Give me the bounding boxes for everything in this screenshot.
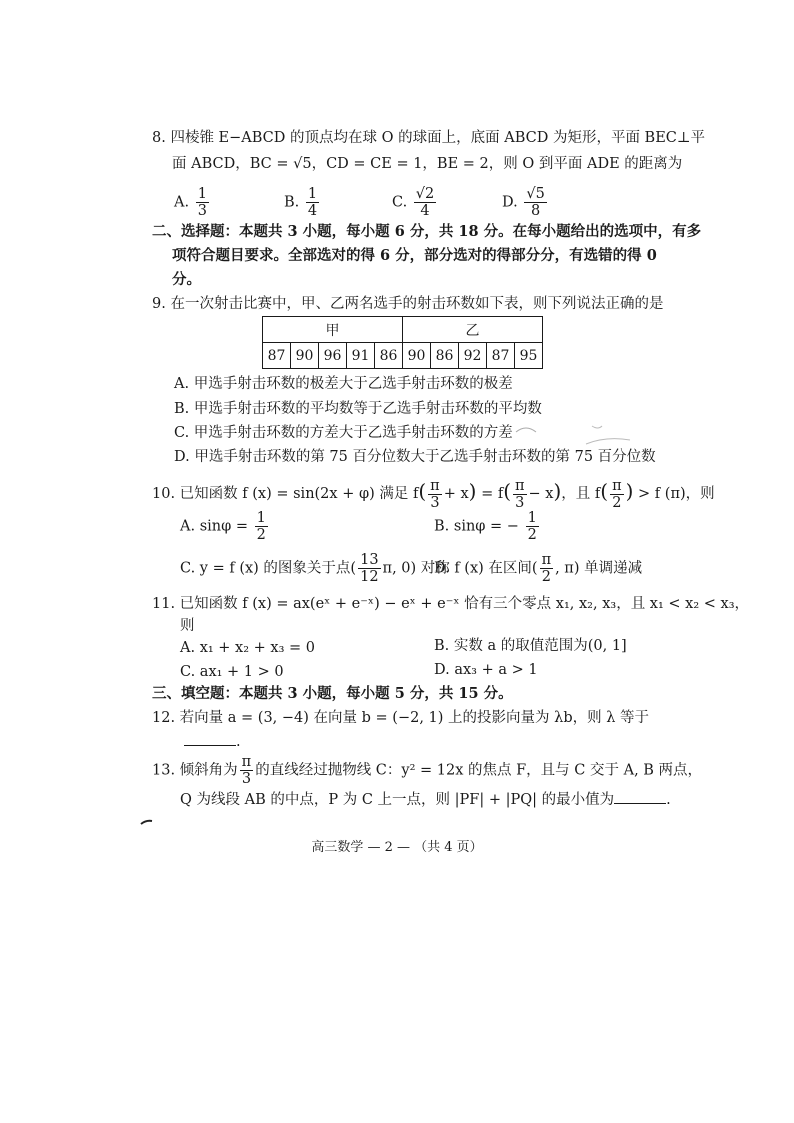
q9-table-header-b: 乙 bbox=[403, 317, 543, 343]
q11-option-b: B. 实数 a 的取值范围为(0, 1] bbox=[434, 638, 627, 654]
q8-option-a-fraction: $\frac{1}{3}$ bbox=[197, 186, 207, 219]
q8-option-d-fraction: $\frac{√5}{8}$ bbox=[526, 186, 545, 219]
q11-option-a: A. x₁ + x₂ + x₃ = 0 bbox=[180, 640, 315, 656]
q9-score-table bbox=[262, 316, 543, 369]
q10-stem-part: = f bbox=[481, 486, 504, 502]
q11-option-c: C. ax₁ + 1 > 0 bbox=[180, 664, 284, 680]
q13-stem-line1 bbox=[152, 754, 702, 787]
q10-stem-part: > f (π)，则 bbox=[638, 486, 715, 502]
q10-stem: 10. 已知函数 f (x) = sin(2x + φ) 满足 f( $\frac{\pi}{3}$ + x) = f( $\frac{\pi}{3}$ − x)，且 f( $\frac{\pi}{2}$ ) > f (π)，则 bbox=[152, 477, 715, 511]
q10-option-c-text: π, 0) 对称 bbox=[382, 560, 450, 577]
q13-stem-part: 13. 倾斜角为 bbox=[152, 762, 238, 779]
q9-option-a: A. 甲选手射击环数的极差大于乙选手射击环数的极差 bbox=[174, 376, 513, 392]
q10-option-a-fraction: $\frac{1}{2}$ bbox=[256, 510, 266, 543]
q9-table-cell: 91 bbox=[347, 343, 375, 369]
q10-frac1: $\frac{\pi}{3}$ bbox=[430, 477, 440, 511]
q9-table-cell: 86 bbox=[375, 343, 403, 369]
q10-stem-part: 10. 已知函数 f (x) = sin(2x + φ) 满足 f bbox=[152, 486, 419, 502]
q10-option-c bbox=[180, 552, 450, 585]
q9-table-cell: 96 bbox=[319, 343, 347, 369]
q9-table-header-a: 甲 bbox=[263, 317, 403, 343]
q9-option-b: B. 甲选手射击环数的平均数等于乙选手射击环数的平均数 bbox=[174, 401, 542, 417]
q8-option-c bbox=[392, 186, 438, 219]
q9-table-cell: 95 bbox=[515, 343, 543, 369]
q8-option-c-fraction: $\frac{√2}{4}$ bbox=[415, 186, 435, 219]
scan-smudge-mark bbox=[140, 818, 154, 826]
q11-stem-line1: 11. 已知函数 f (x) = ax(eˣ + e⁻ˣ) − eˣ + e⁻ˣ 恰有三个零点 x₁, x₂, x₃，且 x₁ < x₂ < x₃， bbox=[152, 596, 750, 612]
q9-table-cell: 87 bbox=[263, 343, 291, 369]
q12-stem: 12. 若向量 a = (3, −4) 在向量 b = (−2, 1) 上的投影向量为 λb，则 λ 等于 bbox=[152, 710, 650, 726]
q11-option-d: D. ax₃ + a > 1 bbox=[434, 662, 538, 678]
q12-answer-blank bbox=[184, 733, 236, 746]
q13-fraction: $\frac{\pi}{3}$ bbox=[241, 754, 252, 787]
q8-option-b bbox=[284, 186, 321, 219]
q13-stem-part: Q 为线段 AB 的中点，P 为 C 上一点，则 |PF| + |PQ| 的最小值为 bbox=[180, 792, 615, 808]
q9-option-c: C. 甲选手射击环数的方差大于乙选手射击环数的方差 bbox=[174, 425, 513, 441]
q8-option-c-label: C. bbox=[392, 194, 408, 211]
page-footer: 高三数学 — 2 — （共 4 页） bbox=[311, 840, 483, 855]
q8-stem-line2: 面 ABCD，BC = √5，CD = CE = 1，BE = 2，则 O 到平面 ADE 的距离为 bbox=[172, 156, 683, 172]
q10-option-d-fraction: $\frac{\pi}{2}$ bbox=[541, 552, 552, 585]
q10-frac2: $\frac{\pi}{3}$ bbox=[515, 477, 525, 511]
q13-period: . bbox=[666, 792, 671, 808]
q10-option-a bbox=[180, 510, 270, 543]
q13-stem-line2 bbox=[180, 790, 671, 810]
q9-stem: 9. 在一次射击比赛中，甲、乙两名选手的射击环数如下表，则下列说法正确的是 bbox=[152, 296, 664, 312]
q10-stem-part: ，且 f bbox=[561, 486, 601, 502]
q10-option-d-text: , π) 单调递减 bbox=[555, 560, 643, 577]
q9-table-cell: 90 bbox=[403, 343, 431, 369]
q12-period: . bbox=[236, 734, 241, 750]
q10-stem-part: − x bbox=[528, 486, 554, 502]
q9-table-cell: 87 bbox=[487, 343, 515, 369]
q9-option-d: D. 甲选手射击环数的第 75 百分位数大于乙选手射击环数的第 75 百分位数 bbox=[174, 449, 656, 465]
q10-frac3: $\frac{\pi}{2}$ bbox=[612, 477, 622, 511]
section3-heading: 三、填空题：本题共 3 小题，每小题 5 分，共 15 分。 bbox=[152, 685, 513, 702]
q12-answer-line bbox=[184, 732, 241, 752]
section2-line2: 项符合题目要求。全部选对的得 6 分，部分选对的得部分分，有选错的得 0 bbox=[172, 247, 657, 264]
pencil-scribble-mark bbox=[506, 418, 636, 458]
q13-stem-part: 的直线经过抛物线 C：y² = 12x 的焦点 F，且与 C 交于 A, B 两点， bbox=[255, 762, 703, 779]
section2-line3: 分。 bbox=[172, 271, 201, 288]
q10-option-c-text: C. y = f (x) 的图象关于点( bbox=[180, 560, 357, 577]
q9-table-cell: 90 bbox=[291, 343, 319, 369]
q10-option-b-text: B. sinφ = − bbox=[434, 518, 519, 535]
q10-option-b-fraction: $\frac{1}{2}$ bbox=[527, 510, 537, 543]
q8-option-d bbox=[502, 186, 549, 219]
q8-option-a bbox=[174, 186, 211, 219]
q10-option-d bbox=[434, 552, 642, 585]
section2-line1: 二、选择题：本题共 3 小题，每小题 6 分，共 18 分。在每小题给出的选项中，有多 bbox=[152, 223, 702, 240]
q8-stem-line1: 8. 四棱锥 E−ABCD 的顶点均在球 O 的球面上，底面 ABCD 为矩形，平面 BEC⊥平 bbox=[152, 130, 706, 146]
q10-option-d-text: D. f (x) 在区间( bbox=[434, 560, 538, 577]
q10-stem-part: + x bbox=[443, 486, 469, 502]
q8-option-b-fraction: $\frac{1}{4}$ bbox=[307, 186, 318, 219]
q9-table-row bbox=[263, 343, 543, 369]
q8-option-d-label: D. bbox=[502, 194, 518, 211]
q10-option-b bbox=[434, 510, 541, 543]
q9-table-cell: 86 bbox=[431, 343, 459, 369]
q13-answer-blank bbox=[614, 791, 666, 804]
q11-stem-line2: 则 bbox=[180, 618, 195, 634]
q8-option-a-label: A. bbox=[174, 194, 190, 211]
q10-option-a-text: A. sinφ = bbox=[180, 518, 249, 535]
q10-option-c-fraction: $\frac{13}{12}$ bbox=[360, 552, 379, 585]
q9-table-cell: 92 bbox=[459, 343, 487, 369]
q8-option-b-label: B. bbox=[284, 194, 300, 211]
